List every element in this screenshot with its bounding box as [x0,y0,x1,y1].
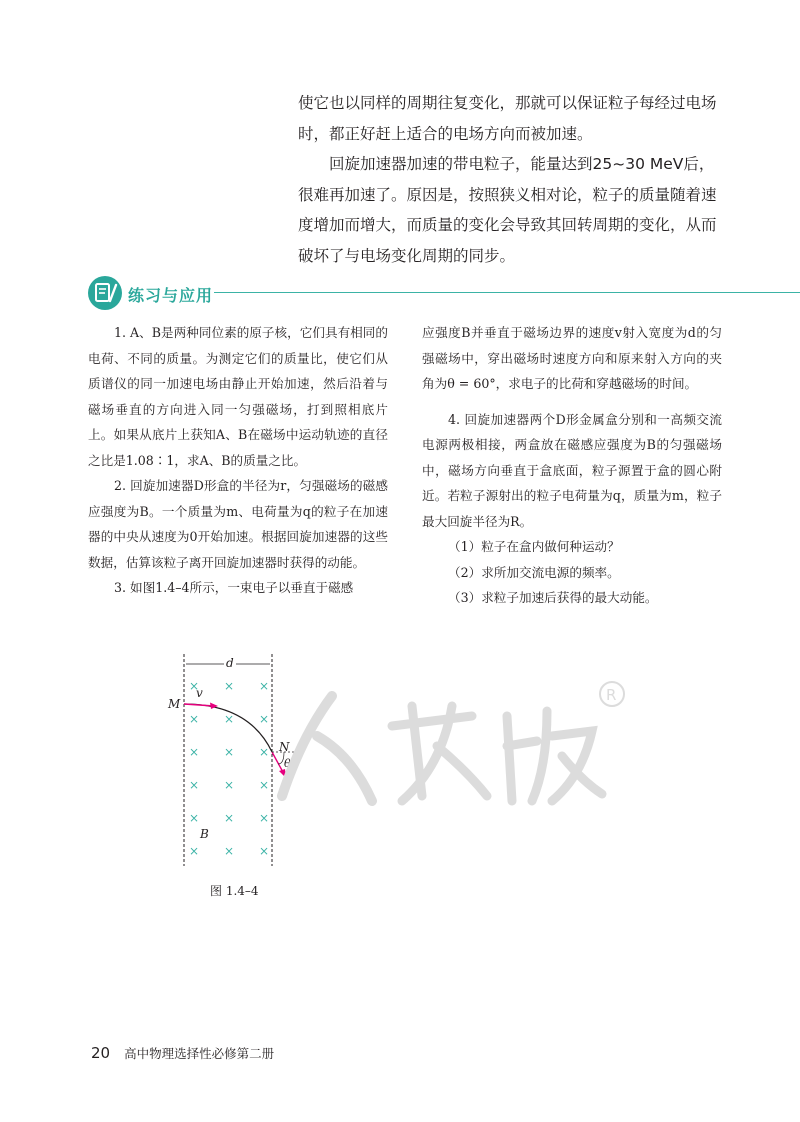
field-mark: × [224,778,235,792]
exercise-3-start: 3. 如图1.4–4所示，一束电子以垂直于磁感 [114,580,354,595]
section-title: 练习与应用 [128,286,214,305]
intro-text [298,88,718,271]
field-mark: × [189,712,200,726]
velocity-arrow [184,704,214,706]
field-mark: × [189,778,200,792]
label-M: M [168,697,181,711]
exercise-1: 1. A、B是两种同位素的原子核，它们具有相同的电荷、不同的质量。为测定它们的质量比，使它们从质谱仪的同一加速电场由静止开始加速，然后沿着与磁场垂直的方向进入同一匀强磁场，打到照相底片上。如果从底片上获知A、B在磁场中运动轨迹的直径之比是1.08∶1，求A、B的质量之比。 [88,325,388,468]
figure-caption: 图 1.4–4 [210,884,259,898]
intro-paragraph-1: 使它也以同样的周期往复变化，那就可以保证粒子每经过电场时，都正好赶上适合的电场方向而被加速。 [298,94,717,143]
field-mark: × [224,844,235,858]
field-mark: × [189,811,200,825]
watermark-logo [262,676,632,826]
label-d: d [226,656,234,670]
field-mark: × [224,712,235,726]
field-mark: × [259,844,270,858]
field-mark: × [259,811,270,825]
field-mark: × [259,745,270,759]
exercise-2: 2. 回旋加速器D形盒的半径为r，匀强磁场的磁感应强度为B。一个质量为m、电荷量为q的粒子在加速器的中央从速度为0开始加速。根据回旋加速器的这些数据，估算该粒子离开回旋加速器时获得的动能。 [88,478,388,570]
field-mark: × [259,679,270,693]
label-N: N [279,740,290,754]
exercise-4-part-3: （3）求粒子加速后获得的最大动能。 [448,590,658,605]
section-divider [214,292,800,293]
label-v: v [196,686,203,700]
intro-paragraph-2: 回旋加速器加速的带电粒子，能量达到25~30 MeV后，很难再加速了。原因是，按照狭义相对论，粒子的质量随着速度增加而增大，而质量的变化会导致其回转周期的变化，从而破坏了与电场变化周期的同步。 [298,155,717,265]
field-mark: × [259,712,270,726]
book-title: 高中物理选择性必修第二册 [124,1046,275,1061]
exercise-column-right [422,320,722,611]
field-mark: × [189,745,200,759]
field-mark: × [189,844,200,858]
exercise-4: 4. 回旋加速器两个D形金属盒分别和一高频交流电源两极相接，两盒放在磁感应强度为B的匀强磁场中，磁场方向垂直于盒底面，粒子源置于盒的圆心附近。若粒子源射出的粒子电荷量为q，质量为m，粒子最大回旋半径为R。 [422,411,722,529]
exercise-3-continued: 应强度B并垂直于磁场边界的速度v射入宽度为d的匀强磁场中，穿出磁场时速度方向和原来射入方向的夹角为θ = 60°，求电子的比荷和穿越磁场的时间。 [422,325,722,391]
label-B: B [200,827,209,841]
field-mark: × [259,778,270,792]
field-mark: × [224,679,235,693]
field-mark: × [189,679,200,693]
exercise-column-left [88,320,388,601]
page-number: 20 [91,1044,111,1062]
exercise-4-part-2: （2）求所加交流电源的频率。 [448,564,620,580]
section-header [86,276,800,312]
svg-text:R: R [606,686,617,704]
pen-notebook-icon [88,276,122,310]
field-mark: × [224,745,235,759]
label-theta: θ [284,757,291,770]
field-mark: × [224,811,235,825]
exercise-4-part-1: （1）粒子在盒内做何种运动？ [448,539,620,554]
page-footer [91,1044,274,1062]
